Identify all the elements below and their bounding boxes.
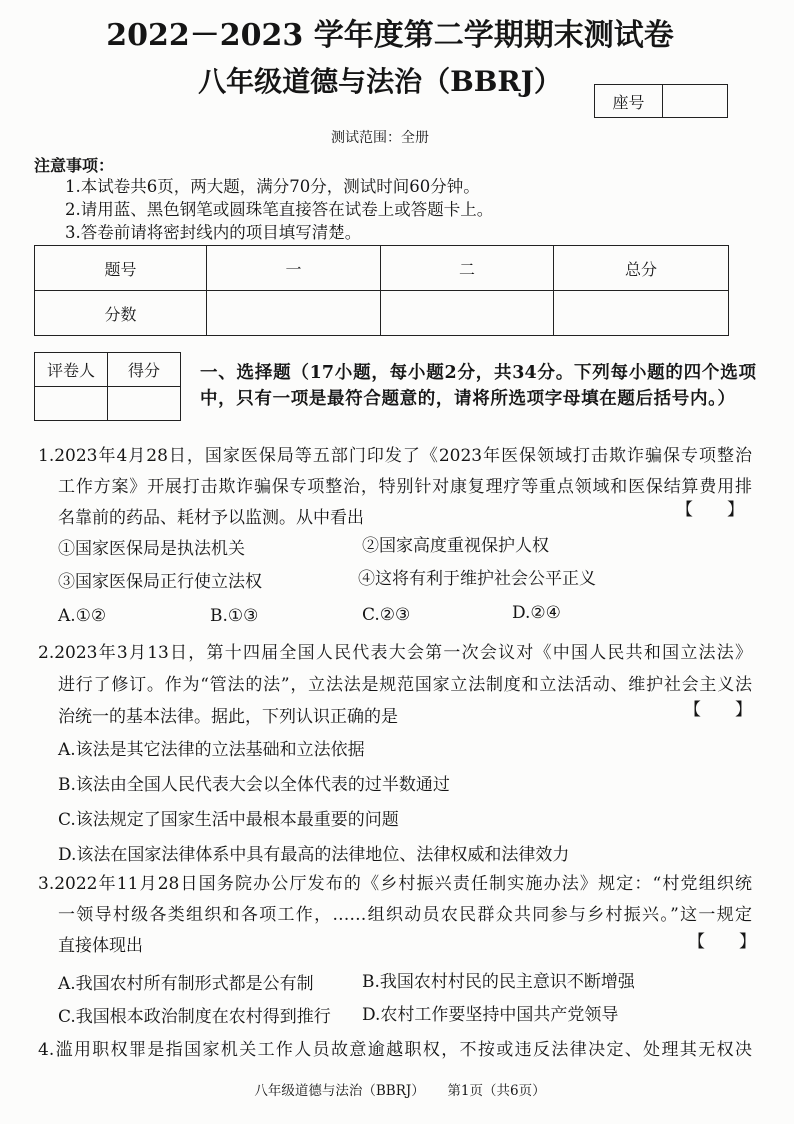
points-label: 得分 — [108, 353, 181, 387]
choice-c: C.我国根本政治制度在农村得到推行 — [58, 1007, 331, 1027]
section-heading-line: 一、选择题（17小题，每小题2分，共34分。下列每小题的四个选项 — [200, 363, 756, 383]
seat-number-box — [594, 84, 728, 118]
answer-bracket: 【 】 — [688, 932, 756, 952]
grader-label: 评卷人 — [35, 353, 108, 387]
question-3-line: 3.2022年11月28日国务院办公厅发布的《乡村振兴责任制实施办法》规定：“村党组织统 — [38, 874, 752, 894]
choice-d: D.②④ — [512, 603, 561, 623]
question-3-line: 直接体现出 — [58, 936, 143, 956]
score-label: 分数 — [35, 291, 207, 336]
score-table — [34, 245, 729, 336]
column-total: 总分 — [554, 246, 729, 291]
question-1-line: 名靠前的药品、耗材予以监测。从中看出 — [58, 508, 364, 528]
choice-c: C.②③ — [362, 605, 411, 625]
grader-table — [34, 352, 181, 421]
choice-b: B.我国农村村民的民主意识不断增强 — [362, 972, 635, 992]
answer-bracket: 【 】 — [684, 700, 752, 720]
notes-heading: 注意事项： — [34, 156, 115, 175]
statement-item: ③国家医保局正行使立法权 — [58, 572, 262, 592]
question-number-label: 题号 — [35, 246, 207, 291]
question-2-line: 进行了修订。作为“管法的法”，立法法是规范国家立法制度和立法活动、维护社会主义法 — [58, 675, 752, 695]
statement-item: ②国家高度重视保护人权 — [362, 536, 549, 556]
exam-subtitle: 八年级道德与法治（BBRJ） — [198, 65, 562, 98]
column-part-two: 二 — [381, 246, 554, 291]
choice-a: A.①② — [58, 606, 107, 626]
question-1-line: 工作方案》开展打击欺诈骗保专项整治，特别针对康复理疗等重点领域和医保结算费用排 — [58, 477, 752, 497]
question-3-line: 一领导村级各类组织和各项工作，……组织动员农民群众共同参与乡村振兴。”这一规定 — [58, 905, 752, 925]
choice-a: A.该法是其它法律的立法基础和立法依据 — [58, 740, 365, 760]
exam-title: 2022－2023 学年度第二学期期末测试卷 — [106, 18, 674, 53]
grader-cell — [35, 387, 108, 421]
seat-number-label: 座号 — [595, 85, 663, 117]
question-1-line: 1.2023年4月28日，国家医保局等五部门印发了《2023年医保领域打击欺诈骗保专项整治 — [38, 446, 752, 466]
answer-bracket: 【 】 — [676, 500, 744, 520]
footer-page-number: 第1页（共6页） — [447, 1083, 546, 1099]
question-2-line: 治统一的基本法律。据此，下列认识正确的是 — [58, 707, 398, 727]
column-part-one: 一 — [207, 246, 381, 291]
score-cell-part-one — [207, 291, 381, 336]
test-scope: 测试范围：全册 — [331, 130, 429, 146]
choice-b: B.①③ — [210, 606, 259, 626]
choice-b: B.该法由全国人民代表大会以全体代表的过半数通过 — [58, 775, 450, 795]
choice-c: C.该法规定了国家生活中最根本最重要的问题 — [58, 810, 399, 830]
note-item: 3.答卷前请将密封线内的项目填写清楚。 — [65, 223, 362, 242]
statement-item: ④这将有利于维护社会公平正义 — [358, 569, 596, 589]
choice-d: D.该法在国家法律体系中具有最高的法律地位、法律权威和法律效力 — [58, 845, 570, 865]
statement-item: ①国家医保局是执法机关 — [58, 539, 245, 559]
score-cell-part-two — [381, 291, 554, 336]
footer-subject: 八年级道德与法治（BBRJ） — [254, 1083, 425, 1099]
section-heading-line: 中，只有一项是最符合题意的，请将所选项字母填在题后括号内。） — [200, 389, 735, 409]
score-table-header-row — [35, 246, 729, 291]
question-2-line: 2.2023年3月13日，第十四届全国人民代表大会第一次会议对《中国人民共和国立法法》 — [38, 643, 752, 663]
note-item: 1.本试卷共6页，两大题，满分70分，测试时间60分钟。 — [65, 177, 480, 196]
question-4-line: 4.滥用职权罪是指国家机关工作人员故意逾越职权，不按或违反法律决定、处理其无权决 — [38, 1040, 752, 1060]
page-footer — [200, 1083, 600, 1101]
note-item: 2.请用蓝、黑色钢笔或圆珠笔直接答在试卷上或答题卡上。 — [65, 200, 494, 219]
seat-number-field — [663, 85, 727, 117]
choice-a: A.我国农村所有制形式都是公有制 — [58, 974, 314, 994]
score-table-score-row — [35, 291, 729, 336]
score-cell-total — [554, 291, 729, 336]
choice-d: D.农村工作要坚持中国共产党领导 — [362, 1005, 619, 1025]
points-cell — [108, 387, 181, 421]
